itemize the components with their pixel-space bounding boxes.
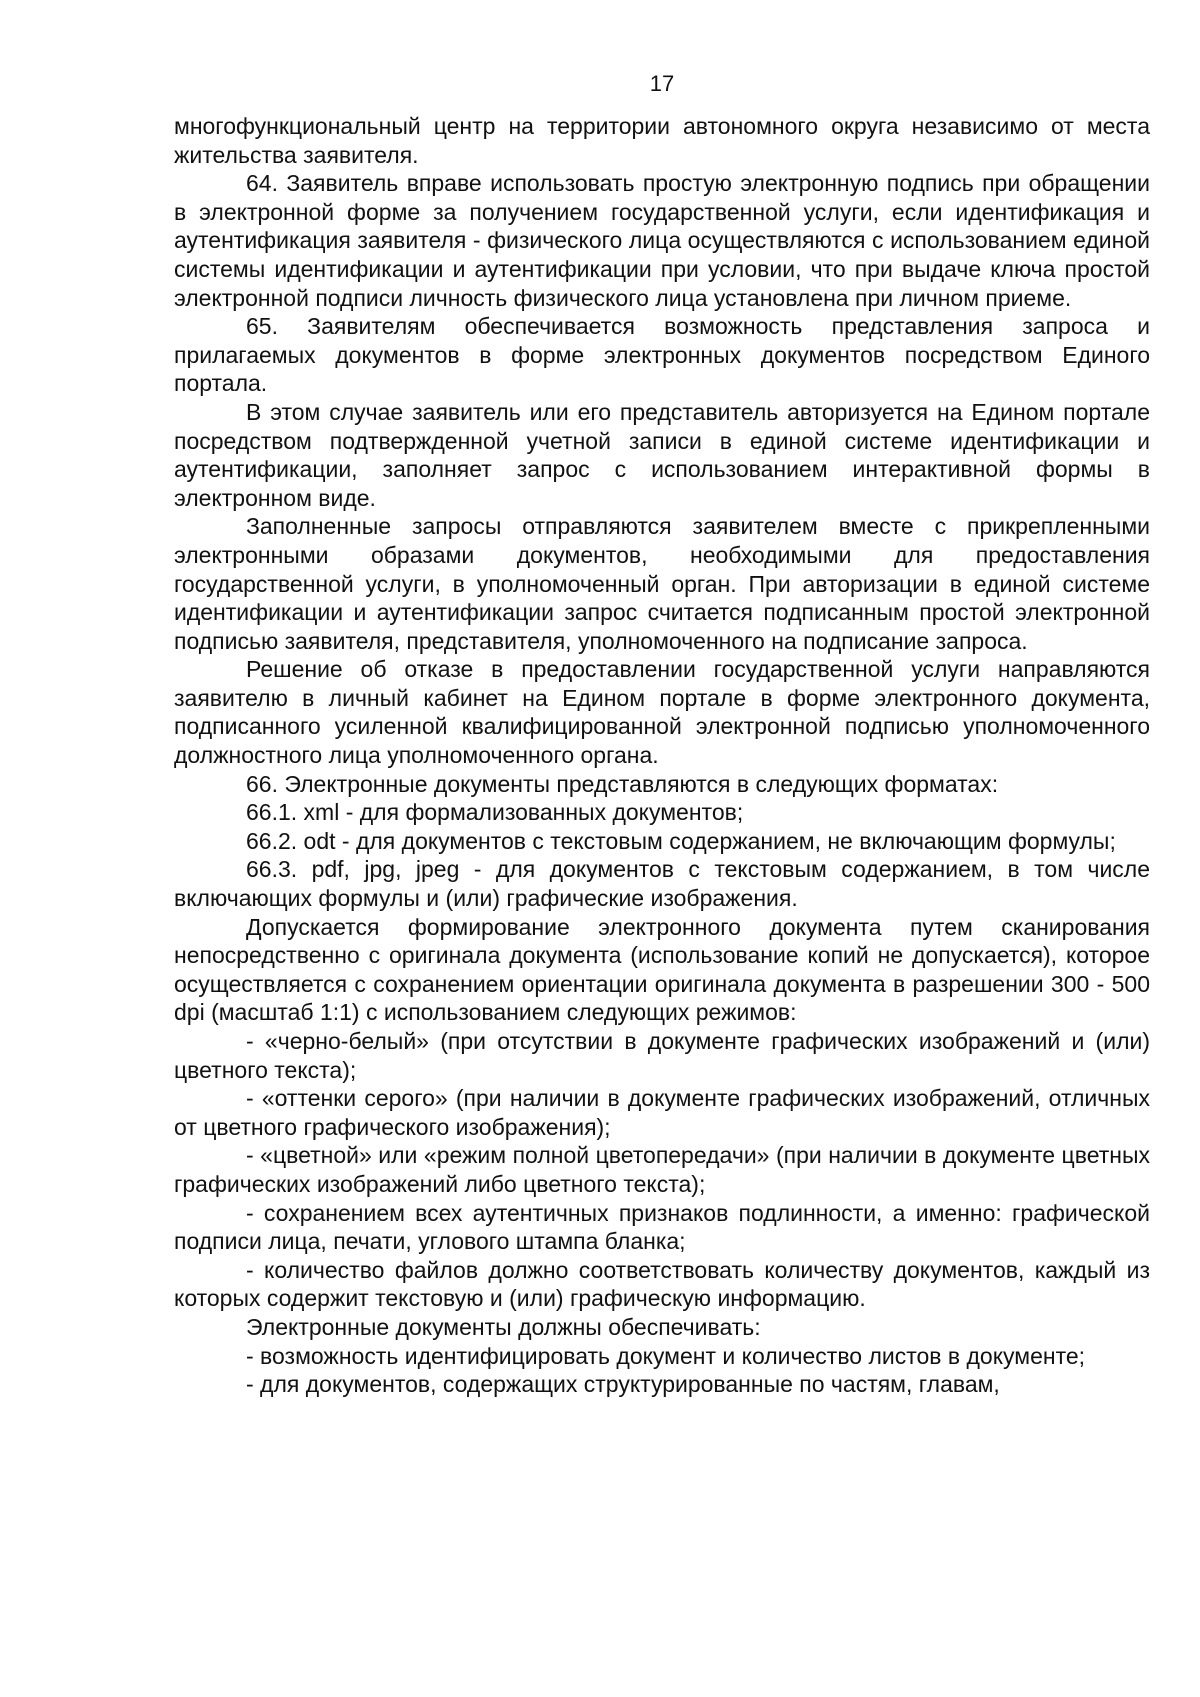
paragraph: 66. Электронные документы представляются в следующих форматах:: [246, 770, 999, 797]
paragraph: 66.1. xml - для формализованных документов;: [246, 799, 744, 826]
paragraph: Электронные документы должны обеспечивать:: [246, 1313, 761, 1340]
paragraph: 65. Заявителям обеспечивается возможность представления запроса и прилагаемых документов в форме электронных документов посредством Единого портала.: [174, 313, 1150, 397]
paragraph: многофункциональный центр на территории автономного округа независимо от места жительства заявителя.: [174, 113, 1150, 168]
paragraph: - «черно-белый» (при отсутствии в документе графических изображений и (или) цветного текста);: [174, 1028, 1150, 1083]
document-body: [174, 112, 1150, 1399]
paragraph: - «цветной» или «режим полной цветопередачи» (при наличии в документе цветных графических изображений либо цветного текста);: [174, 1142, 1150, 1197]
paragraph: - для документов, содержащих структурированные по частям, главам,: [246, 1371, 1000, 1398]
paragraph: В этом случае заявитель или его представитель авторизуется на Едином портале посредством подтвержденной учетной записи в единой системе идентификации и аутентификации, заполняет запрос с использованием интерактивной формы в электронном виде.: [174, 398, 1150, 511]
paragraph: - сохранением всех аутентичных признаков подлинности, а именно: графической подписи лица, печати, углового штампа бланка;: [174, 1199, 1150, 1255]
page-number: 17: [649, 71, 675, 96]
paragraph: - «оттенки серого» (при наличии в документе графических изображений, отличных от цветного графического изображения);: [174, 1085, 1150, 1140]
paragraph: 66.3. pdf, jpg, jpeg - для документов с текстовым содержанием, в том числе включающих формулы и (или) графические изображения.: [174, 856, 1150, 912]
paragraph: Допускается формирование электронного документа путем сканирования непосредственно с оригинала документа (использование копий не допускается), которое осуществляется с сохранением ориентации оригинала документа в разрешении 300 - 500 dpi (масштаб 1:1) с использованием следующих режимов:: [174, 913, 1150, 1026]
paragraph: - возможность идентифицировать документ и количество листов в документе;: [246, 1342, 1086, 1369]
paragraph: 64. Заявитель вправе использовать простую электронную подпись при обращении в электронной форме за получением государственной услуги, если идентификация и аутентификация заявителя - физического лица осуществляются с использованием единой системы идентификации и аутентификации при условии, что при выдаче ключа простой электронной подписи личность физического лица установлена при личном приеме.: [174, 170, 1150, 311]
paragraph: 66.2. odt - для документов с текстовым содержанием, не включающим формулы;: [246, 827, 1116, 854]
paragraph: - количество файлов должно соответствовать количеству документов, каждый из которых содержит текстовую и (или) графическую информацию.: [174, 1256, 1150, 1312]
paragraph: Заполненные запросы отправляются заявителем вместе с прикрепленными электронными образами документов, необходимыми для предоставления государственной услуги, в уполномоченный орган. При авторизации в единой системе идентификации и аутентификации запрос считается подписанным простой электронной подписью заявителя, представителя, уполномоченного на подписание запроса.: [174, 513, 1150, 654]
paragraph: Решение об отказе в предоставлении государственной услуги направляются заявителю в личный кабинет на Едином портале в форме электронного документа, подписанного усиленной квалифицированной электронной подписью уполномоченного должностного лица уполномоченного органа.: [174, 656, 1150, 769]
